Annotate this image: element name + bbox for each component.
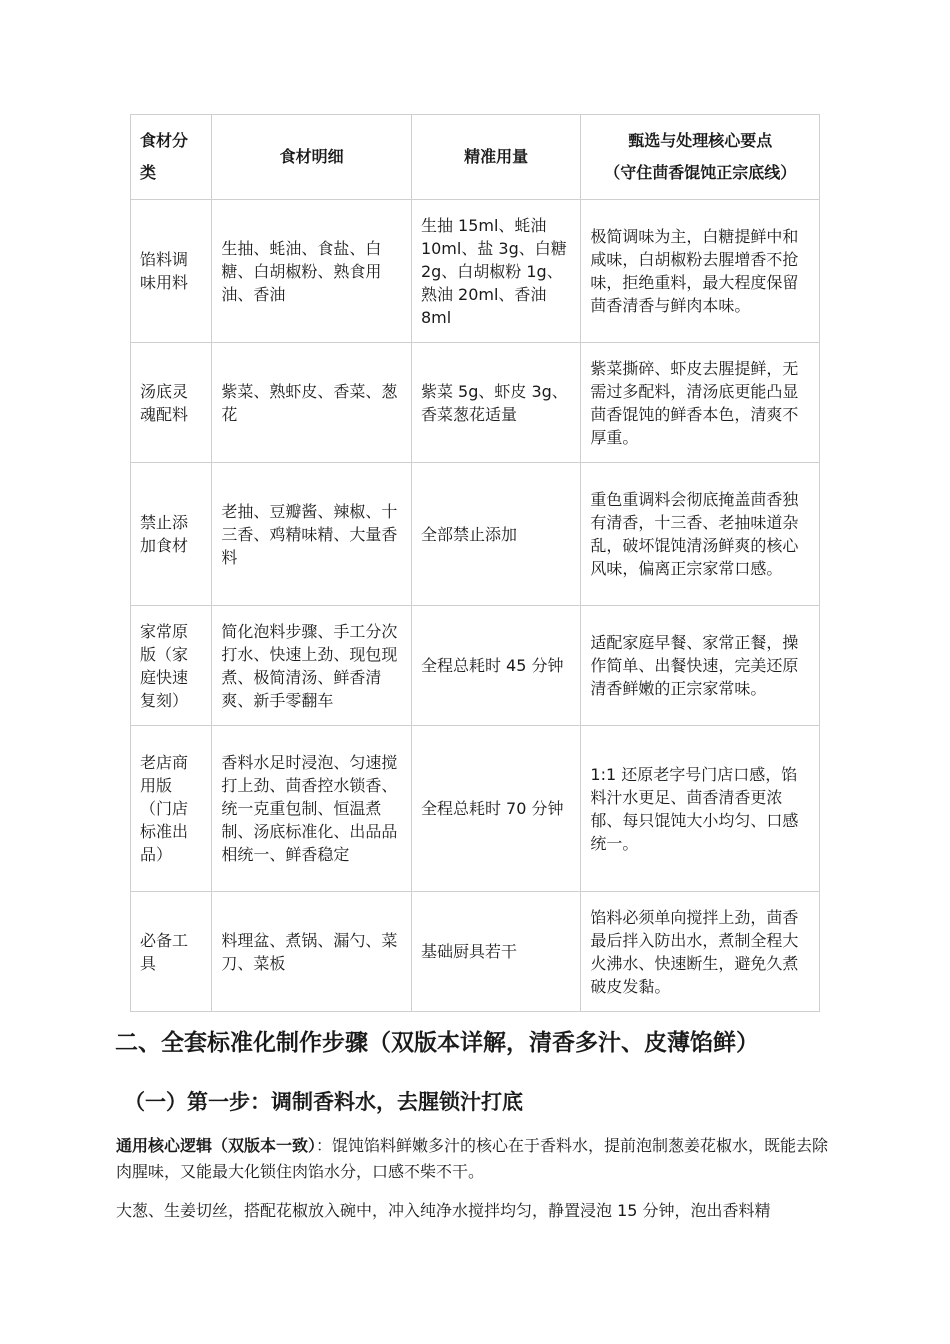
table-cell: 馅料调味用料 bbox=[131, 200, 212, 343]
table-header-subtext: （守住茴香馄饨正宗底线） bbox=[604, 163, 797, 182]
table-cell: 紫菜 5g、虾皮 3g、香菜葱花适量 bbox=[411, 343, 580, 463]
table-row bbox=[131, 343, 820, 463]
table-cell: 家常原版（家庭快速复刻） bbox=[131, 606, 212, 726]
table-row bbox=[131, 606, 820, 726]
table-cell: 老抽、豆瓣酱、辣椒、十三香、鸡精味精、大量香料 bbox=[212, 463, 412, 606]
ingredients-table bbox=[130, 114, 820, 1012]
table-header-cell: 精准用量 bbox=[411, 115, 580, 200]
table-row bbox=[131, 726, 820, 892]
paragraph: 大葱、生姜切丝，搭配花椒放入碗中，冲入纯净水搅拌均匀，静置浸泡 15 分钟，泡出香料精 bbox=[116, 1201, 771, 1220]
paragraph bbox=[116, 1133, 831, 1185]
table-header-text: 甄选与处理核心要点 bbox=[628, 131, 773, 150]
table-cell: 基础厨具若干 bbox=[411, 892, 580, 1012]
subsection-title: （一）第一步：调制香料水，去腥锁汁打底 bbox=[124, 1090, 523, 1114]
table-cell: 重色重调料会彻底掩盖茴香独有清香，十三香、老抽味道杂乱，破坏馄饨清汤鲜爽的核心风味，偏离正宗家常口感。 bbox=[581, 463, 820, 606]
table-cell: 生抽 15ml、蚝油 10ml、盐 3g、白糖 2g、白胡椒粉 1g、熟油 20ml、香油 8ml bbox=[411, 200, 580, 343]
table-cell: 料理盆、煮锅、漏勺、菜刀、菜板 bbox=[212, 892, 412, 1012]
table-cell: 全部禁止添加 bbox=[411, 463, 580, 606]
paragraph-lead: 通用核心逻辑（双版本一致） bbox=[116, 1136, 317, 1155]
table-cell: 1:1 还原老字号门店口感，馅料汁水更足、茴香清香更浓郁、每只馄饨大小均匀、口感统一。 bbox=[581, 726, 820, 892]
table-cell: 极简调味为主，白糖提鲜中和咸味，白胡椒粉去腥增香不抢味，拒绝重料，最大程度保留茴香清香与鲜肉本味。 bbox=[581, 200, 820, 343]
table-cell: 馅料必须单向搅拌上劲，茴香最后拌入防出水，煮制全程大火沸水、快速断生，避免久煮破皮发黏。 bbox=[581, 892, 820, 1012]
table-cell: 必备工具 bbox=[131, 892, 212, 1012]
table-row bbox=[131, 463, 820, 606]
table-cell: 生抽、蚝油、食盐、白糖、白胡椒粉、熟食用油、香油 bbox=[212, 200, 412, 343]
table-row bbox=[131, 892, 820, 1012]
table-header-cell bbox=[581, 115, 820, 200]
table-cell: 香料水足时浸泡、匀速搅打上劲、茴香控水锁香、统一克重包制、恒温煮制、汤底标准化、出品品相统一、鲜香稳定 bbox=[212, 726, 412, 892]
table-header-cell: 食材分类 bbox=[131, 115, 212, 200]
table-cell: 全程总耗时 70 分钟 bbox=[411, 726, 580, 892]
paragraph-body: ：馄饨馅料鲜嫩多汁的核心在于香料水，提前泡制葱姜花椒水，既能去除肉腥味，又能最大化锁住肉馅水分，口感不柴不干。 bbox=[116, 1136, 829, 1181]
table-header-cell: 食材明细 bbox=[212, 115, 412, 200]
table-cell: 老店商用版（门店标准出品） bbox=[131, 726, 212, 892]
table-cell: 禁止添加食材 bbox=[131, 463, 212, 606]
table-cell: 简化泡料步骤、手工分次打水、快速上劲、现包现煮、极简清汤、鲜香清爽、新手零翻车 bbox=[212, 606, 412, 726]
table-cell: 全程总耗时 45 分钟 bbox=[411, 606, 580, 726]
table-row bbox=[131, 200, 820, 343]
table-cell: 适配家庭早餐、家常正餐，操作简单、出餐快速，完美还原清香鲜嫩的正宗家常味。 bbox=[581, 606, 820, 726]
section-title: 二、全套标准化制作步骤（双版本详解，清香多汁、皮薄馅鲜） bbox=[115, 1030, 759, 1056]
table-cell: 紫菜、熟虾皮、香菜、葱花 bbox=[212, 343, 412, 463]
table-cell: 紫菜撕碎、虾皮去腥提鲜，无需过多配料，清汤底更能凸显茴香馄饨的鲜香本色，清爽不厚重。 bbox=[581, 343, 820, 463]
table-header-row bbox=[131, 115, 820, 200]
table-cell: 汤底灵魂配料 bbox=[131, 343, 212, 463]
